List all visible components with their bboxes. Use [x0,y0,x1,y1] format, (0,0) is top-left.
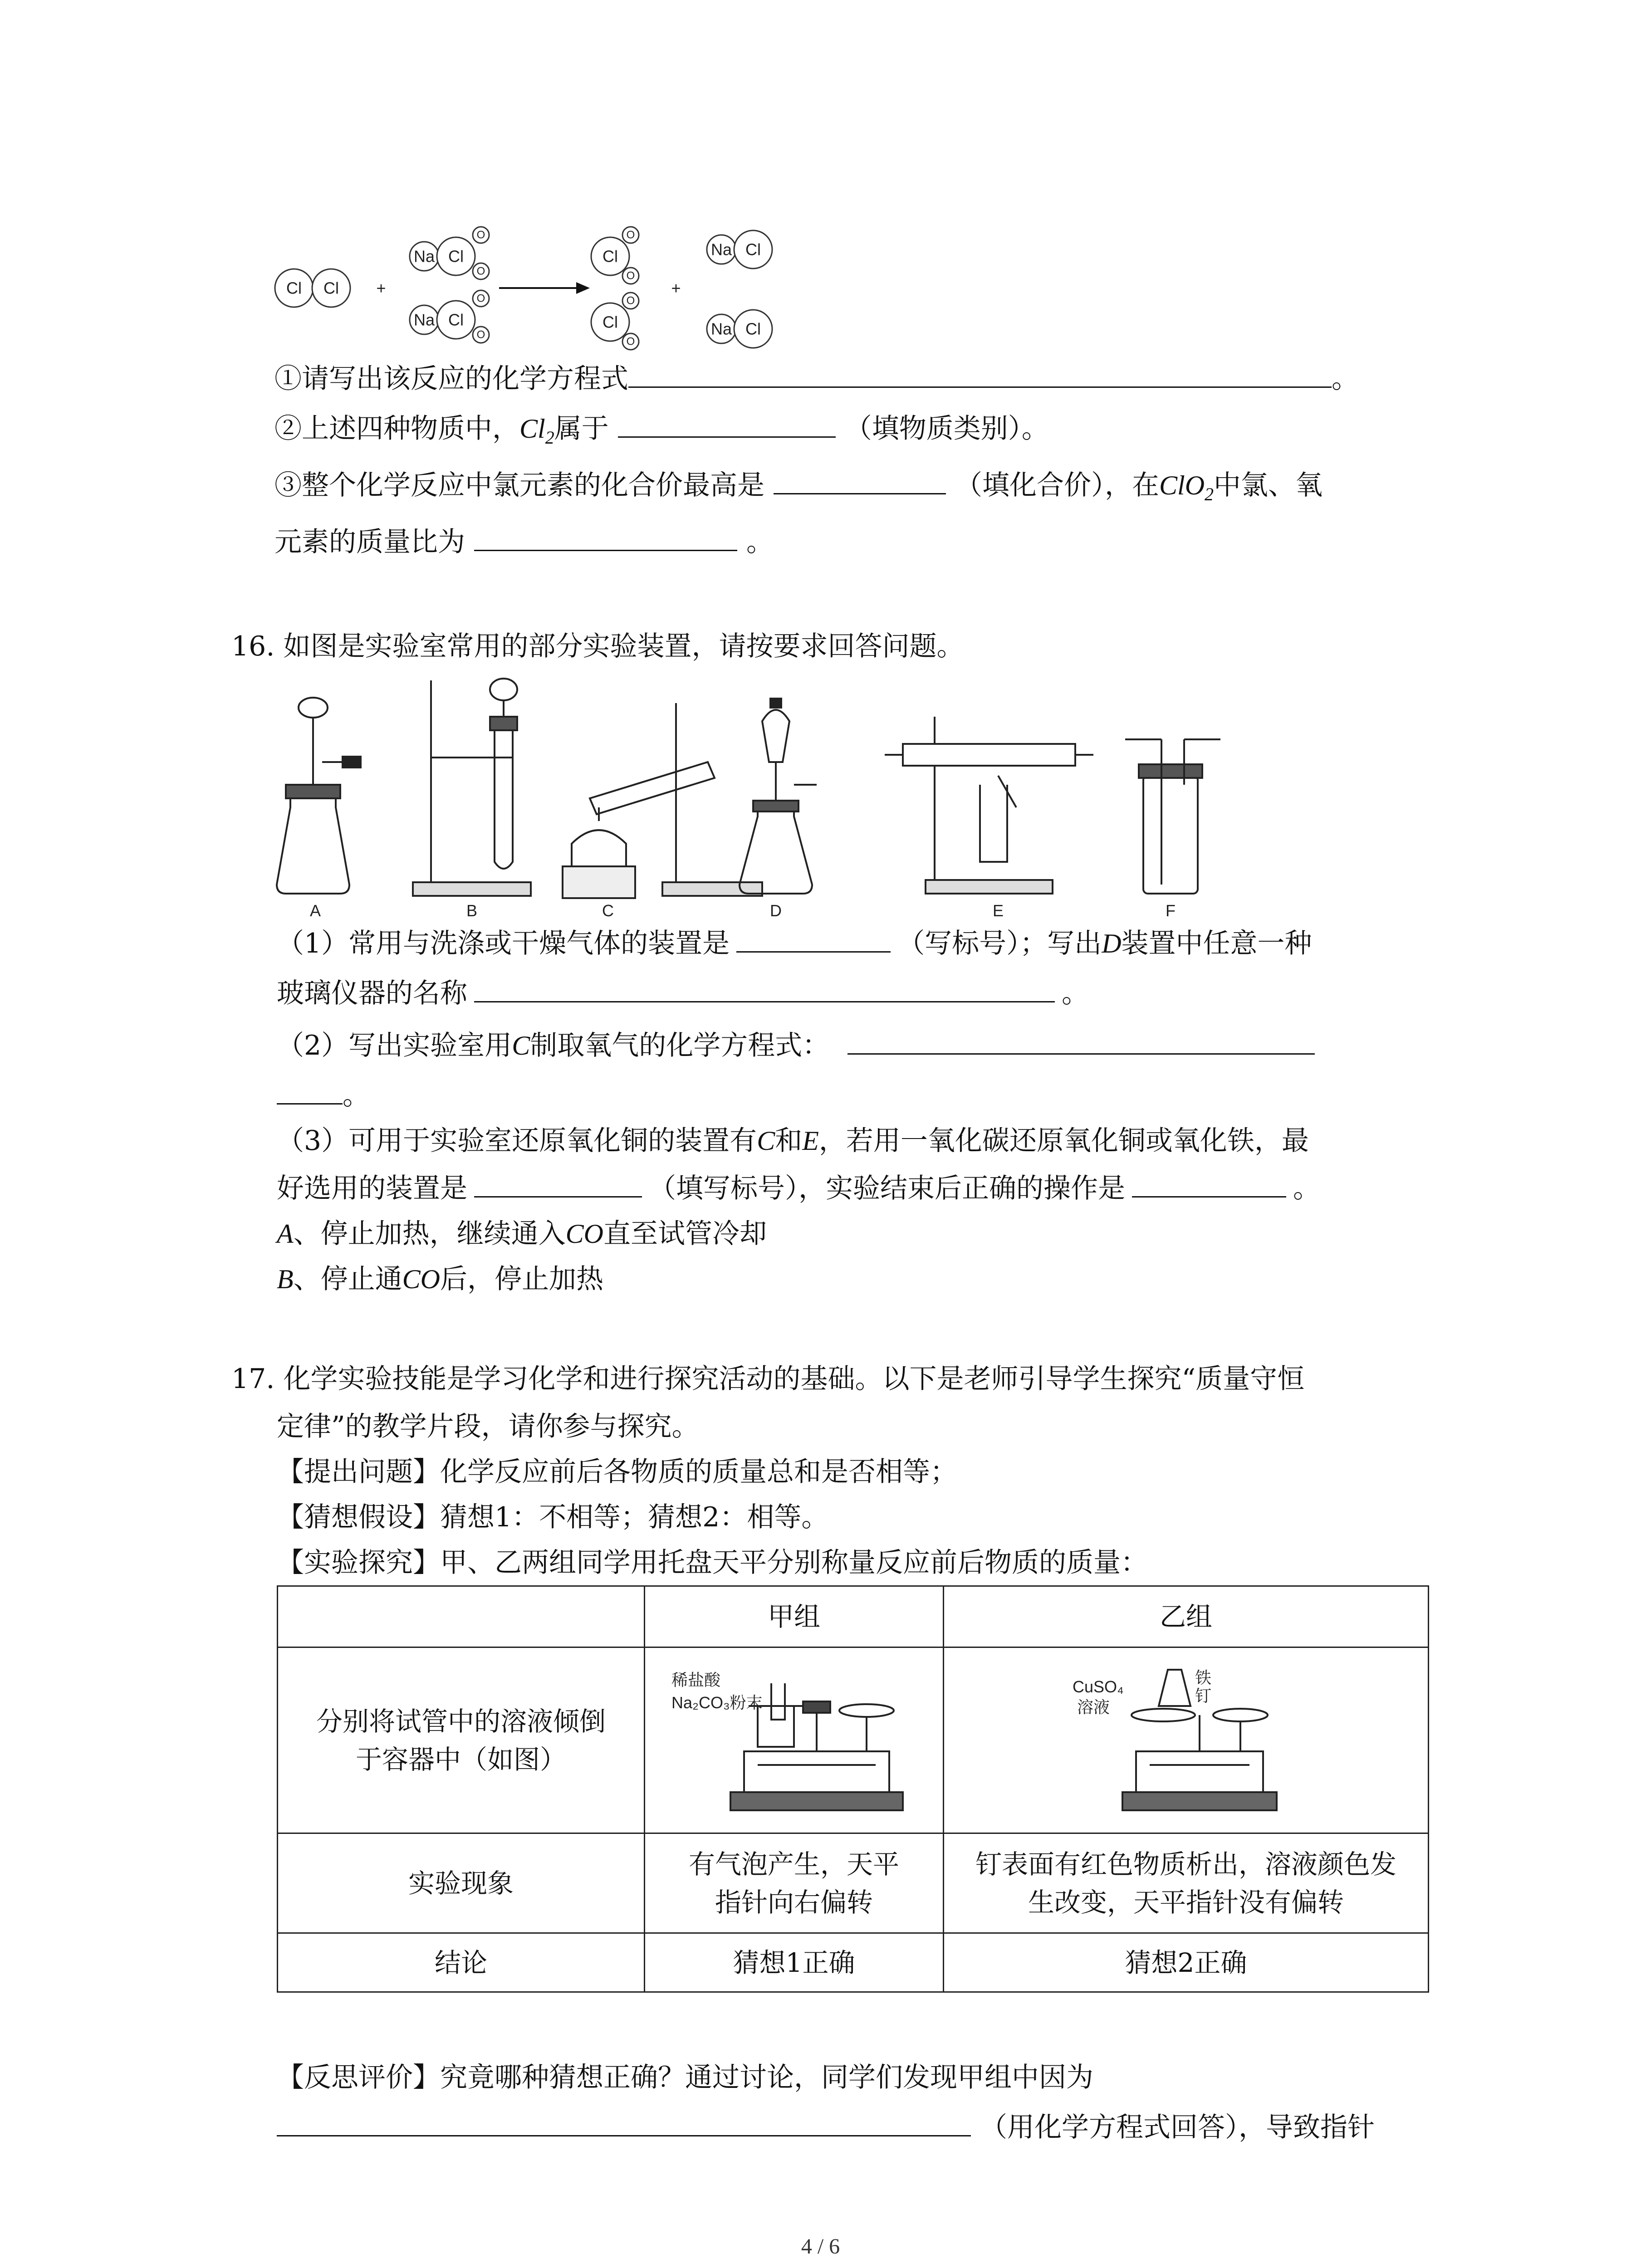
answer-blank[interactable] [474,976,1055,1002]
svg-text:Na: Na [710,240,732,259]
q16-part1a: （1）常用与洗涤或干燥气体的装置是 （写标号）；写出D装置中任意一种 [277,925,1312,962]
answer-blank[interactable] [628,361,1332,388]
table-cell-phenomenon-yi: 钉表面有红色物质析出，溶液颜色发 生改变，天平指针没有偏转 [944,1833,1429,1933]
answer-blank[interactable] [774,468,946,494]
apparatus-label-d: D [770,901,782,920]
q15-item-3: ③整个化学反应中氯元素的化合价最高是 （填化合价），在ClO$_2$中氯、氧 [274,467,1323,513]
svg-text:+: + [671,279,681,298]
page-number: 4 / 6 [801,2234,840,2258]
q16-option-a: A、停止加热，继续通入CO直至试管冷却 [277,1218,767,1250]
apparatus-label-a: A [309,901,321,920]
lab-apparatus-figure [272,671,1248,925]
label-cuso4: CuSO₄ [1073,1677,1124,1696]
q15-item-2: ②上述四种物质中，$Cl_2$属于 （填物质类别）。 [274,411,1049,456]
q16-part3b: 好选用的装置是 （填写标号），实验结束后正确的操作是 。 [277,1170,1320,1207]
answer-blank[interactable] [277,1078,343,1105]
svg-text:Cl: Cl [448,310,464,329]
svg-text:Na: Na [413,310,435,329]
q16-part3a: （3）可用于实验室还原氧化铜的装置有C和E，若用一氧化碳还原氧化铜或氧化铁，最 [277,1125,1309,1157]
q17-reflection-1: 【反思评价】究竟哪种猜想正确？通过讨论，同学们发现甲组中因为 [277,2062,1093,2093]
q17-stem-1: 17. 化学实验技能是学习化学和进行探究活动的基础。以下是老师引导学生探究“质量守恒 [231,1363,1305,1395]
label-solution: 溶液 [1077,1697,1110,1716]
svg-text:O: O [626,269,635,282]
svg-text:O: O [476,292,485,305]
apparatus-label-e: E [992,901,1004,920]
table-head-yi: 乙组 [944,1586,1429,1647]
q15-item-1: ①请写出该反应的化学方程式 。 [274,361,1359,397]
q17-experiment: 【实验探究】甲、乙两组同学用托盘天平分别称量反应前后物质的质量： [277,1547,1148,1579]
table-row-phenomenon-label: 实验现象 [278,1833,645,1933]
svg-text:Cl: Cl [745,319,761,338]
apparatus-label-b: B [466,901,478,920]
answer-blank[interactable] [1132,1171,1286,1198]
balance-figure-jia [645,1647,944,1833]
svg-text:Na: Na [413,247,435,266]
atom-cl: Cl [286,279,302,298]
label-dilute-hcl: 稀盐酸 [671,1670,721,1689]
svg-text:O: O [476,265,485,278]
svg-text:O: O [476,328,485,341]
apparatus-label-c: C [602,901,614,920]
answer-blank[interactable] [847,1028,1315,1055]
svg-text:Cl: Cl [603,313,618,332]
table-cell-conclusion-yi: 猜想2正确 [944,1933,1429,1992]
table-head-empty [278,1586,645,1647]
reaction-molecule-diagram [268,213,789,363]
svg-text:+: + [376,279,386,298]
balance-figure-yi [944,1647,1429,1833]
svg-text:Cl: Cl [323,279,339,298]
q17-stem-2: 定律”的教学片段，请你参与探究。 [277,1411,699,1442]
q17-hypothesis: 【猜想假设】猜想1：不相等；猜想2：相等。 [277,1501,829,1533]
apparatus-label-f: F [1166,901,1176,920]
table-cell-phenomenon-jia: 有气泡产生，天平 指针向右偏转 [645,1833,944,1933]
table-row-operation: 分别将试管中的溶液倾倒 于容器中（如图） [278,1647,645,1833]
svg-text:O: O [626,294,635,307]
svg-text:Cl: Cl [603,247,618,266]
q16-part2: （2）写出实验室用C制取氧气的化学方程式： [277,1027,1315,1064]
table-row-conclusion-label: 结论 [278,1933,645,1992]
experiment-table [277,1585,1429,1993]
answer-blank[interactable] [277,2110,971,2136]
label-na2co3: Na₂CO₃粉末 [671,1693,763,1712]
q16-part1b: 玻璃仪器的名称 。 [277,975,1089,1012]
svg-text:Cl: Cl [448,247,464,266]
q16-option-b: B、停止通CO后，停止加热 [277,1263,604,1295]
label-nail: 钉 [1195,1686,1212,1705]
q16-stem: 16. 如图是实验室常用的部分实验装置，请按要求回答问题。 [231,631,964,662]
table-cell-conclusion-jia: 猜想1正确 [645,1933,944,1992]
svg-text:Na: Na [710,319,732,338]
q15-item-3-cont: 元素的质量比为 。 [274,524,774,560]
svg-text:Cl: Cl [745,240,761,259]
svg-text:O: O [476,229,485,241]
svg-text:O: O [626,229,635,241]
q17-reflection-2: （用化学方程式回答），导致指针 [277,2109,1375,2146]
answer-blank[interactable] [618,411,836,438]
table-head-jia: 甲组 [645,1586,944,1647]
answer-blank[interactable] [736,926,891,953]
q17-question: 【提出问题】化学反应前后各物质的质量总和是否相等； [277,1456,957,1488]
answer-blank[interactable] [474,524,737,551]
q16-part2-cont: 。 [277,1077,370,1114]
svg-text:O: O [626,335,635,348]
label-iron: 铁 [1195,1668,1212,1687]
answer-blank[interactable] [474,1171,642,1198]
